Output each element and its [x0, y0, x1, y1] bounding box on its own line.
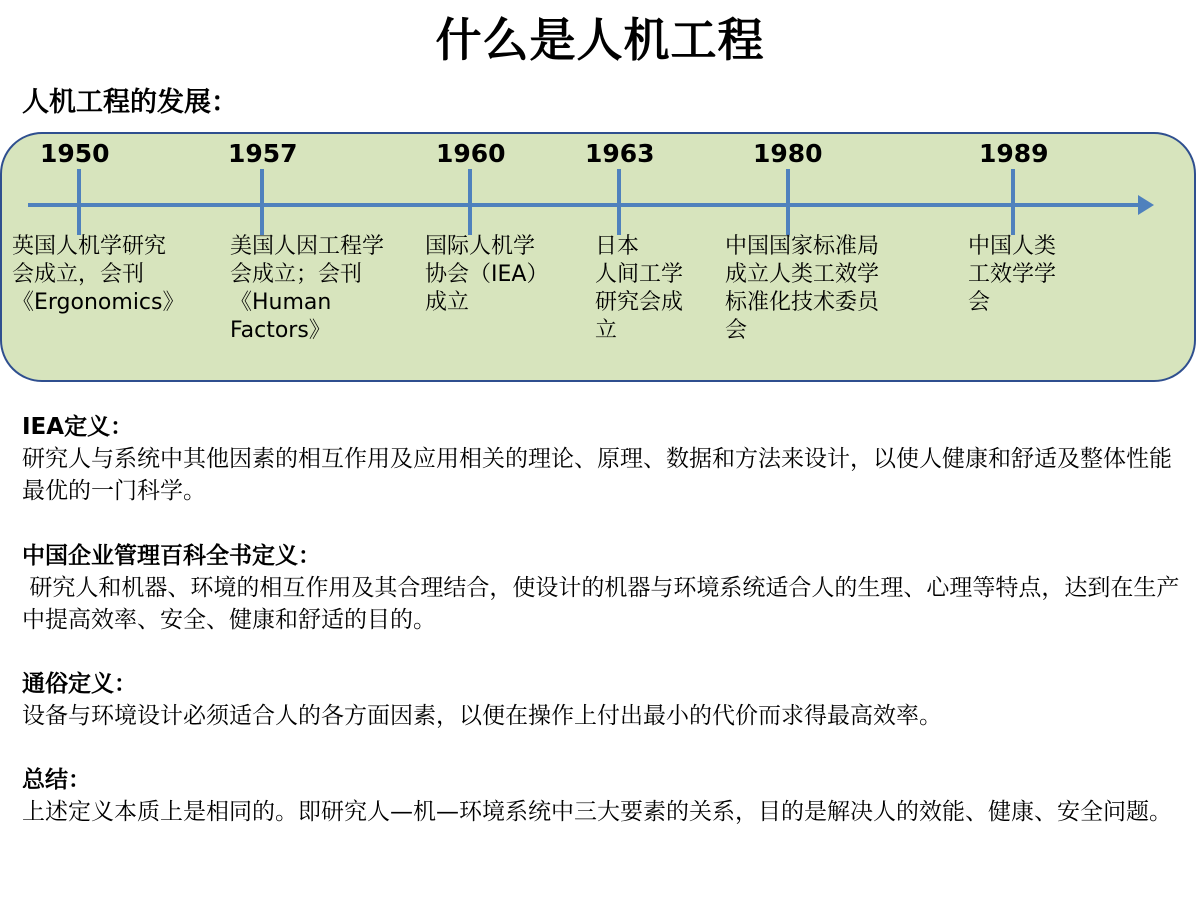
summary-body: 上述定义本质上是相同的。即研究人—机—环境系统中三大要素的关系，目的是解决人的效能、健康、安全问题。 — [22, 799, 1172, 825]
timeline-tick-1989 — [1011, 169, 1015, 235]
timeline-year-1960: 1960 — [436, 139, 506, 168]
timeline-axis — [28, 203, 1143, 207]
timeline-year-1950: 1950 — [40, 139, 110, 168]
iea-definition-heading: IEA定义： — [22, 414, 134, 440]
timeline-tick-1957 — [260, 169, 264, 235]
timeline-tick-1950 — [77, 169, 81, 235]
page-title: 什么是人机工程 — [435, 13, 765, 67]
popular-definition-heading: 通俗定义： — [22, 671, 137, 697]
timeline-event-1960: 国际人机学 协会（IEA） 成立 — [425, 234, 549, 315]
timeline-year-1980: 1980 — [753, 139, 823, 168]
summary-heading: 总结： — [22, 767, 91, 793]
timeline-year-1957: 1957 — [228, 139, 298, 168]
iea-definition-body: 研究人与系统中其他因素的相互作用及应用相关的理论、原理、数据和方法来设计，以使人健康和舒适及整体性能最优的一门科学。 — [22, 446, 1172, 504]
timeline-event-1950: 英国人机学研究 会成立，会刊 《Ergonomics》 — [12, 234, 185, 315]
timeline-event-1980: 中国国家标准局 成立人类工效学 标准化技术委员 会 — [725, 234, 880, 343]
china-definition-heading: 中国企业管理百科全书定义： — [22, 543, 321, 569]
iea-definition — [22, 411, 1182, 507]
china-definition — [22, 540, 1182, 636]
timeline-event-1957: 美国人因工程学 会成立；会刊 《Human Factors》 — [230, 234, 385, 343]
china-definition-body: 研究人和机器、环境的相互作用及其合理结合，使设计的机器与环境系统适合人的生理、心理等特点，达到在生产中提高效率、安全、健康和舒适的目的。 — [22, 575, 1180, 633]
timeline-event-1989: 中国人类 工效学学 会 — [968, 234, 1057, 315]
timeline-year-1963: 1963 — [585, 139, 655, 168]
summary — [22, 764, 1182, 828]
timeline-tick-1963 — [617, 169, 621, 235]
timeline-year-1989: 1989 — [979, 139, 1049, 168]
section-subtitle: 人机工程的发展： — [22, 87, 238, 118]
popular-definition-body: 设备与环境设计必须适合人的各方面因素，以便在操作上付出最小的代价而求得最高效率。 — [22, 703, 942, 729]
timeline-tick-1960 — [468, 169, 472, 235]
timeline-tick-1980 — [786, 169, 790, 235]
timeline-event-1963: 日本 人间工学 研究会成 立 — [595, 234, 684, 343]
popular-definition — [22, 668, 1182, 732]
timeline-arrow-icon — [1138, 195, 1154, 215]
